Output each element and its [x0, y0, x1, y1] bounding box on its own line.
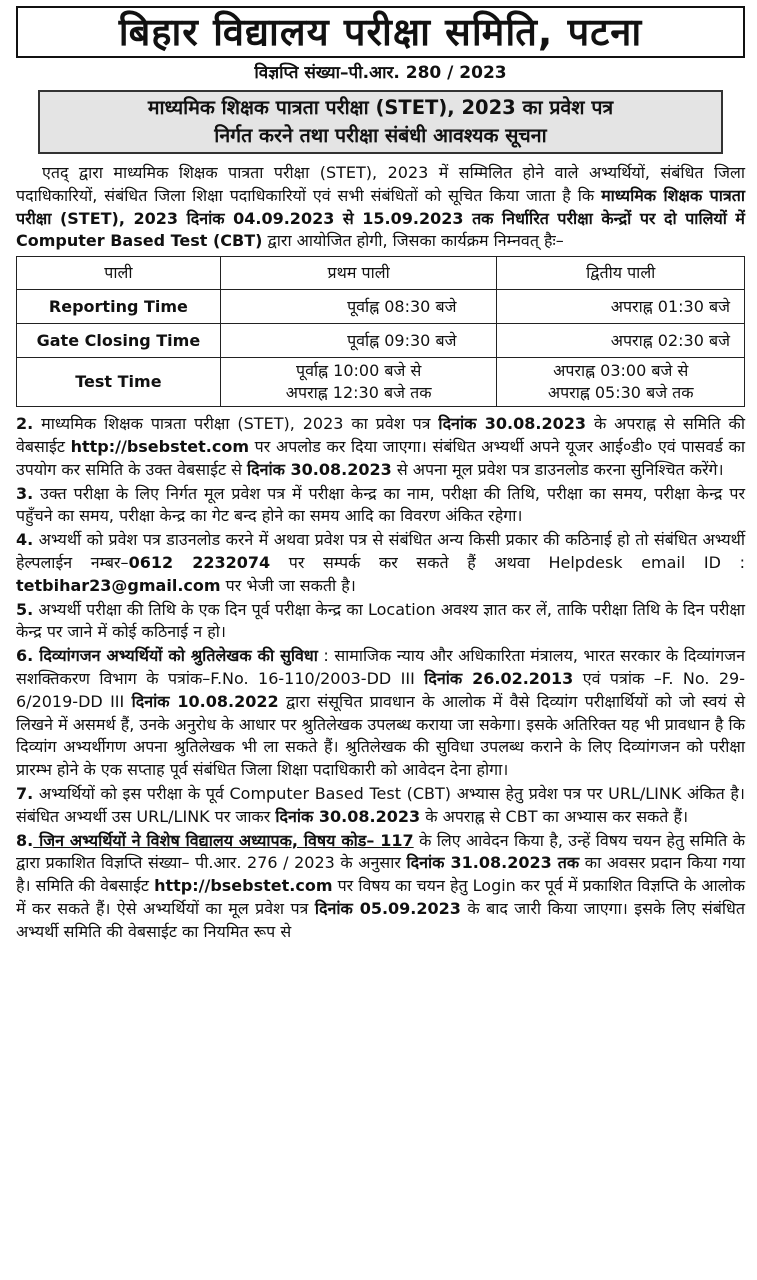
- notice-number: विज्ञप्ति संख्या–पी.आर. 280 / 2023: [254, 63, 507, 83]
- subject-box: [38, 90, 723, 154]
- helpline-number: 0612 2232074: [128, 552, 271, 572]
- intro-paragraph: एतद् द्वारा माध्यमिक शिक्षक पात्रता परीक्षा (STET), 2023 में सम्मिलित होने वाले अभ्यर्थियों, संबंधित जिला पदाधिकारियों, संबंधित जिला शिक्षा पदाधिकारियों एवं सभी संबंधितों को सूचित किया जाता है कि माध्यमिक शिक्षक पात्रता परीक्षा (STET), 2023 दिनांक 04.09.2023 से 15.09.2023 तक निर्धारित परीक्षा केन्द्रों पर दो पालियों में Computer Based Test (CBT) द्वारा आयोजित होगी, जिसका कार्यक्रम निम्नवत् हैः–: [16, 163, 745, 251]
- col-header-first: प्रथम पाली: [220, 257, 497, 290]
- col-header-shift: पाली: [17, 257, 221, 290]
- second-shift-cell: अपराह्न 02:30 बजे: [497, 324, 745, 358]
- point-6: 6. दिव्यांगजन अभ्यर्थियों को श्रुतिलेखक की सुविधा : सामाजिक न्याय और अधिकारिता मंत्रालय, भारत सरकार के दिव्यांगजन सशक्तिकरण विभाग के पत्रांक–F.No. 16-110/2003-DD III दिनांक 26.02.2013 एवं पत्रांक –F. No. 29-6/2019-DD III दिनांक 10.08.2022 द्वारा संसूचित प्रावधान के आलोक में वैसे दिव्यांग परीक्षार्थियों को जो स्वयं से लिखने में असमर्थ हैं, उनके अनुरोध के आधार पर श्रुतिलेखक उपलब्ध कराया जा सकेगा। इसके अतिरिक्त यह भी प्रावधान है कि दिव्यांग अभ्यर्थीगण अपना श्रुतिलेखक भी ला सकते हैं। श्रुतिलेखक की सुविधा उपलब्ध कराने के लिए दिव्यांगजन को परीक्षा प्रारम्भ होने के एक सप्ताह पूर्व संबंधित जिला शिक्षा पदाधिकारी को आवेदन देना होगा।: [16, 646, 746, 780]
- col-header-second: द्वितीय पाली: [497, 257, 745, 290]
- schedule-table: [16, 256, 745, 407]
- website-link[interactable]: http://bsebstet.com: [154, 876, 333, 896]
- table-row: [17, 324, 745, 358]
- row-label: Gate Closing Time: [17, 324, 221, 358]
- point-4: 4. अभ्यर्थी को प्रवेश पत्र डाउनलोड करने में अथवा प्रवेश पत्र से संबंधित अन्य किसी प्रकार की कठिनाई हो तो संबंधित अभ्यर्थी हेल्पलाईन नम्बर–0612 2232074 पर सम्पर्क कर सकते हैं अथवा Helpdesk email ID : tetbihar23@gmail.com पर भेजी जा सकती है।: [16, 530, 745, 595]
- subject-line-2: निर्गत करने तथा परीक्षा संबंधी आवश्यक सूचना: [214, 124, 547, 147]
- table-row: [17, 290, 745, 324]
- first-shift-cell: पूर्वाह्न 10:00 बजे से अपराह्न 12:30 बजे तक: [220, 358, 497, 407]
- first-shift-cell: पूर्वाह्न 08:30 बजे: [220, 290, 497, 324]
- first-shift-cell: पूर्वाह्न 09:30 बजे: [220, 324, 497, 358]
- second-shift-cell: अपराह्न 01:30 बजे: [497, 290, 745, 324]
- point-8: 8. जिन अभ्यर्थियों ने विशेष विद्यालय अध्यापक, विषय कोड– 117 के लिए आवेदन किया है, उन्हें विषय चयन हेतु समिति के द्वारा प्रकाशित विज्ञप्ति संख्या– पी.आर. 276 / 2023 के अनुसार दिनांक 31.08.2023 तक का अवसर प्रदान किया गया है। समिति की वेबसाईट http://bsebstet.com पर विषय का चयन हेतु Login कर पूर्व में प्रकाशित विज्ञप्ति के आलोक में कर सकते हैं। ऐसे अभ्यर्थियों का मूल प्रवेश पत्र दिनांक 05.09.2023 के बाद जारी किया जाएगा। इसके लिए संबंधित अभ्यर्थी समिति की वेबसाईट का नियमित रूप से: [16, 830, 745, 941]
- table-row: [17, 358, 745, 407]
- website-link[interactable]: http://bsebstet.com: [70, 436, 249, 456]
- point-2: 2. माध्यमिक शिक्षक पात्रता परीक्षा (STET), 2023 का प्रवेश पत्र दिनांक 30.08.2023 के अपराह्न से समिति की वेबसाईट http://bsebstet.com पर अपलोड कर दिया जाएगा। संबंधित अभ्यर्थी अपने यूजर आई०डी० एवं पासवर्ड का उपयोग कर समिति के उक्त वेबसाईट से दिनांक 30.08.2023 से अपना मूल प्रवेश पत्र डाउनलोड करना सुनिश्चित करेंगे।: [16, 414, 745, 479]
- row-label: Test Time: [17, 358, 221, 407]
- schedule-header-row: [17, 257, 745, 290]
- point-3: 3. उक्त परीक्षा के लिए निर्गत मूल प्रवेश पत्र में परीक्षा केन्द्र का नाम, परीक्षा की तिथि, परीक्षा का समय, परीक्षा केन्द्र पर पहुँचने का समय, परीक्षा केन्द्र का गेट बन्द होने का समय आदि का विवरण अंकित रहेगा।: [16, 483, 745, 526]
- point-7: 7. अभ्यर्थियों को इस परीक्षा के पूर्व Computer Based Test (CBT) अभ्यास हेतु प्रवेश पत्र पर URL/LINK अंकित है। संबंधित अभ्यर्थी उस URL/LINK पर जाकर दिनांक 30.08.2023 के अपराह्न से CBT का अभ्यास कर सकते हैं।: [16, 783, 745, 826]
- subject-line-1: माध्यमिक शिक्षक पात्रता परीक्षा (STET), 2023 का प्रवेश पत्र: [147, 96, 614, 119]
- row-label: Reporting Time: [17, 290, 221, 324]
- helpdesk-email[interactable]: tetbihar23@gmail.com: [16, 575, 221, 595]
- point-5: 5. अभ्यर्थी परीक्षा की तिथि के एक दिन पूर्व परीक्षा केन्द्र का Location अवश्य ज्ञात कर लें, ताकि परीक्षा तिथि के दिन परीक्षा केन्द्र पर जाने में कोई कठिनाई न हो।: [16, 599, 745, 642]
- second-shift-cell: अपराह्न 03:00 बजे से अपराह्न 05:30 बजे तक: [497, 358, 745, 407]
- org-title: बिहार विद्यालय परीक्षा समिति, पटना: [16, 6, 745, 58]
